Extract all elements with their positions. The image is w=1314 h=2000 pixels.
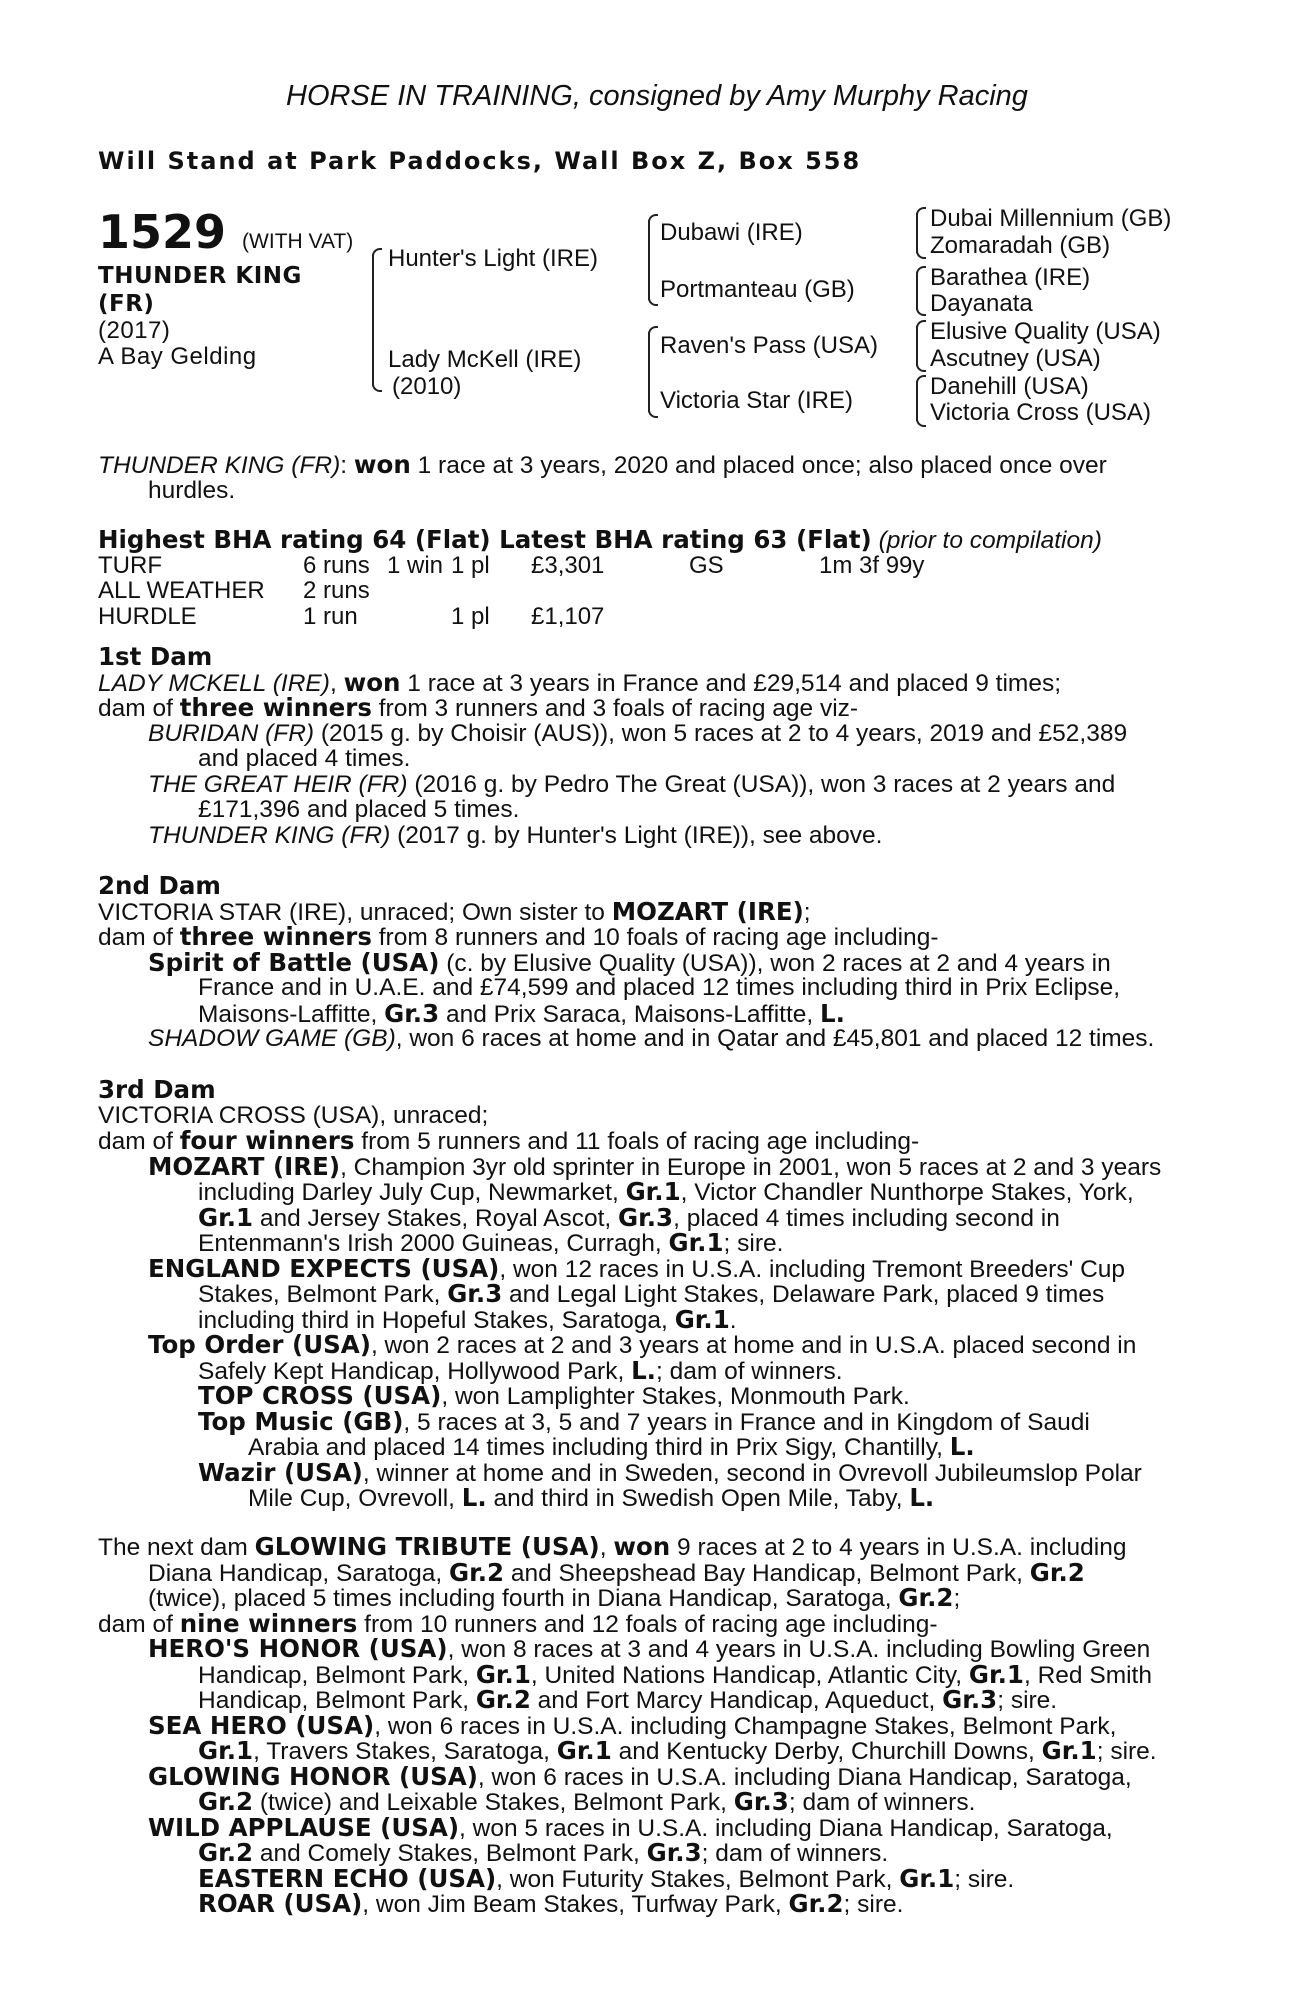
dam-text: from 3 runners and 3 foals of racing age viz-	[371, 695, 859, 722]
winners-count: four winners	[179, 1126, 355, 1155]
pedigree-sdd: Dayanata	[930, 290, 1033, 317]
lot-number: 1529	[98, 205, 227, 259]
progeny-text: Entenmann's Irish 2000 Guineas, Curragh,	[198, 1230, 669, 1257]
progeny-name: MOZART (IRE)	[148, 1151, 341, 1181]
second-dam-section	[98, 873, 1204, 1052]
summary-text: 1 race at 3 years, 2020 and placed once; also placed once over	[410, 452, 1107, 479]
dam-line	[98, 1557, 1204, 1587]
grand-progeny-line	[98, 1406, 1204, 1436]
progeny-text: , won Jim Beam Stakes, Turfway Park,	[362, 1891, 789, 1918]
grand-progeny-line	[98, 1383, 1204, 1409]
dam-name: GLOWING TRIBUTE (USA)	[254, 1532, 600, 1561]
progeny-name: WILD APPLAUSE (USA)	[148, 1812, 460, 1842]
dam-line	[98, 896, 1204, 926]
progeny-text: (2015 g. by Choisir (AUS)), won 5 races at 2 to 4 years, 2019 and £52,389	[314, 719, 1128, 747]
record-surface: HURDLE	[98, 602, 197, 630]
pedigree-brace	[916, 213, 918, 253]
grade: Gr.1	[968, 1659, 1024, 1689]
lot-number-line	[98, 205, 354, 265]
progeny-text: .	[729, 1306, 737, 1334]
horse-name-line1: THUNDER KING	[98, 263, 302, 289]
grade: Gr.1	[674, 1304, 730, 1334]
progeny-text: , Travers Stakes, Saratoga,	[253, 1738, 557, 1765]
first-dam-section	[98, 644, 1204, 848]
progeny-text: , placed 4 times including second in	[673, 1204, 1060, 1232]
stand-location: Will Stand at Park Paddocks, Wall Box Z, Box 558	[98, 147, 862, 175]
record-wins	[387, 604, 451, 630]
progeny-line	[98, 1355, 1204, 1385]
grand-progeny-line	[98, 1863, 1204, 1893]
progeny-line	[98, 823, 1204, 849]
dam-text: from 8 runners and 10 foals of racing age including-	[371, 924, 939, 951]
progeny-text: Mile Cup, Ovrevoll,	[248, 1485, 462, 1512]
horse-description: A Bay Gelding	[98, 343, 257, 370]
progeny-text: ; sire.	[843, 1891, 904, 1918]
dam-line	[98, 1585, 1204, 1611]
vat-note: (WITH VAT)	[242, 230, 354, 253]
progeny-line	[98, 947, 1204, 977]
progeny-line	[98, 998, 1204, 1028]
grade: L.	[949, 1432, 975, 1461]
progeny-text: (twice) and Leixable Stakes, Belmont Park,	[253, 1789, 734, 1816]
progeny-text: , United Nations Handicap, Atlantic City,	[530, 1661, 969, 1689]
grade: Gr.1	[475, 1659, 531, 1689]
grade: Gr.3	[942, 1685, 998, 1714]
winners-count: three winners	[179, 922, 372, 951]
ratings-line	[98, 527, 1204, 553]
won-label: won	[343, 667, 401, 697]
record-wins: 1 win	[387, 551, 444, 579]
progeny-line	[98, 1253, 1204, 1283]
sibling-name: MOZART (IRE)	[611, 896, 804, 926]
progeny-name: ROAR (USA)	[198, 1889, 363, 1918]
progeny-text: and Fort Marcy Handicap, Aqueduct,	[530, 1687, 943, 1714]
progeny-text: ; dam of winners.	[655, 1357, 843, 1385]
progeny-text: , won Lamplighter Stakes, Monmouth Park.	[441, 1383, 910, 1410]
record-placed: 1 pl	[451, 551, 490, 579]
progeny-text: , won 5 races in U.S.A. including Diana Handicap, Saratoga,	[459, 1814, 1113, 1842]
pedigree-sire-dam: Portmanteau (GB)	[660, 276, 855, 303]
progeny-line	[98, 1179, 1204, 1205]
grade: Gr.1	[899, 1863, 955, 1893]
grade: Gr.2	[198, 1787, 254, 1816]
record-going	[689, 578, 819, 604]
progeny-line: £171,396 and placed 5 times.	[198, 796, 520, 823]
pedigree-dam-year: (2010)	[392, 373, 462, 400]
progeny-text: ; sire.	[1096, 1738, 1157, 1765]
progeny-name: Top Order (USA)	[148, 1330, 371, 1359]
pedigree-ssd: Zomaradah (GB)	[930, 232, 1111, 259]
grade: L.	[820, 998, 845, 1028]
grade: Gr.1	[556, 1736, 612, 1765]
progeny-line	[98, 1151, 1204, 1181]
race-record-row	[98, 553, 959, 579]
race-record-row	[98, 578, 959, 604]
grade: Gr.3	[618, 1202, 674, 1232]
grand-progeny-line	[98, 1434, 1204, 1460]
race-summary	[98, 452, 1204, 503]
grade: Gr.2	[449, 1557, 505, 1587]
race-record-row	[98, 604, 959, 630]
pedigree-brace	[648, 220, 650, 300]
next-dam-section	[98, 1534, 1204, 1917]
record-prize	[531, 578, 689, 604]
progeny-name: GLOWING HONOR (USA)	[148, 1761, 478, 1791]
pedigree-brace	[916, 381, 918, 421]
progeny-text: and Prix Saraca, Maisons-Laffitte,	[439, 1000, 821, 1028]
record-placed: 1 pl	[451, 602, 490, 630]
grade: Gr.3	[447, 1279, 503, 1308]
progeny-text: ; dam of winners.	[701, 1840, 889, 1867]
pedigree-sire-sire: Dubawi (IRE)	[660, 219, 803, 246]
pedigree-dsd: Ascutney (USA)	[930, 345, 1101, 372]
progeny-name: ENGLAND EXPECTS (USA)	[148, 1253, 500, 1283]
dam-text: VICTORIA STAR (IRE), unraced; Own sister to	[98, 898, 612, 926]
pedigree-brace	[916, 272, 918, 310]
progeny-text: Handicap, Belmont Park,	[198, 1661, 476, 1689]
third-dam-section	[98, 1077, 1204, 1511]
dam-text: The next dam	[98, 1534, 255, 1561]
horse-name-line2: (FR)	[98, 291, 155, 317]
progeny-text: including Darley July Cup, Newmarket,	[198, 1179, 626, 1206]
progeny-text: , won 6 races in U.S.A. including Diana Handicap, Saratoga,	[477, 1763, 1132, 1791]
won-label: won	[613, 1532, 671, 1561]
progeny-name: EASTERN ECHO (USA)	[198, 1863, 497, 1893]
record-going	[689, 604, 819, 630]
grade: Gr.2	[1029, 1557, 1085, 1587]
dam-text: 9 races at 2 to 4 years in U.S.A. including	[670, 1534, 1127, 1561]
progeny-line	[98, 1026, 1204, 1052]
progeny-text: , won 6 races at home and in Qatar and £45,801 and placed 12 times.	[395, 1025, 1155, 1052]
dam-line	[98, 924, 1204, 950]
pedigree-dam-sire: Raven's Pass (USA)	[660, 332, 878, 359]
record-dist: 1m 3f 99y	[819, 551, 925, 579]
progeny-text: and third in Swedish Open Mile, Taby,	[486, 1485, 910, 1512]
progeny-line	[98, 1230, 1204, 1256]
progeny-line	[98, 1304, 1204, 1334]
progeny-text: Arabia and placed 14 times including third in Prix Sigy, Chantilly,	[248, 1434, 950, 1461]
ratings-note: (prior to compilation)	[878, 527, 1102, 554]
grade: L.	[631, 1355, 656, 1385]
grade: Gr.2	[475, 1685, 531, 1714]
pedigree-dam-dam: Victoria Star (IRE)	[660, 387, 853, 414]
grade: Gr.3	[646, 1838, 702, 1867]
record-runs: 1 run	[303, 602, 358, 630]
progeny-text: , won 12 races in U.S.A. including Tremont Breeders' Cup	[499, 1255, 1126, 1283]
progeny-name: HERO'S HONOR (USA)	[148, 1634, 448, 1663]
bha-ratings: Highest BHA rating 64 (Flat) Latest BHA rating 63 (Flat)	[98, 525, 872, 554]
record-going: GS	[689, 551, 724, 579]
dam-text: dam of	[98, 1128, 180, 1155]
record-surface: TURF	[98, 551, 162, 579]
progeny-text: , winner at home and in Sweden, second in Ovrevoll Jubileumslop Polar	[362, 1459, 1142, 1487]
progeny-text: (2017 g. by Hunter's Light (IRE)), see above.	[390, 821, 883, 849]
progeny-name: TOP CROSS (USA)	[198, 1381, 442, 1410]
progeny-line	[98, 1636, 1204, 1662]
pedigree-ddd: Victoria Cross (USA)	[930, 399, 1151, 426]
progeny-line: France and in U.A.E. and £74,599 and placed 12 times including third in Prix Eclipse,	[198, 974, 1121, 1001]
progeny-text: , won Futurity Stakes, Belmont Park,	[496, 1865, 900, 1893]
record-runs: 2 runs	[303, 577, 370, 604]
grade: L.	[909, 1483, 935, 1512]
progeny-text: , 5 races at 3, 5 and 7 years in France and in Kingdom of Saudi	[403, 1408, 1090, 1436]
progeny-text: Maisons-Laffitte,	[198, 1000, 385, 1028]
record-prize: £3,301	[531, 551, 605, 579]
pedigree-dds: Danehill (USA)	[930, 373, 1089, 400]
progeny-text: , won 8 races at 3 and 4 years in U.S.A. including Bowling Green	[447, 1636, 1151, 1663]
dam-text: ,	[599, 1534, 614, 1561]
progeny-text: and Comely Stakes, Belmont Park,	[253, 1840, 647, 1867]
dam-text: Diana Handicap, Saratoga,	[148, 1559, 449, 1587]
dam-text: dam of	[98, 924, 180, 951]
progeny-text: (2016 g. by Pedro The Great (USA)), won 3 races at 2 years and	[407, 770, 1116, 798]
ratings-block	[98, 527, 1204, 629]
progeny-text: Handicap, Belmont Park,	[198, 1687, 476, 1714]
progeny-line	[98, 1761, 1204, 1791]
progeny-text: , won 6 races in U.S.A. including Champagne Stakes, Belmont Park,	[374, 1712, 1117, 1740]
record-prize: £1,107	[531, 602, 605, 630]
progeny-text: including third in Hopeful Stakes, Saratoga,	[198, 1306, 675, 1334]
dam-line	[98, 1128, 1204, 1154]
dam-line: VICTORIA CROSS (USA), unraced;	[98, 1101, 489, 1129]
pedigree-brace	[916, 326, 918, 366]
progeny-name: SEA HERO (USA)	[148, 1710, 375, 1740]
consignor-header: HORSE IN TRAINING, consigned by Amy Murphy Racing	[286, 80, 1028, 112]
progeny-line	[98, 1840, 1204, 1866]
dam-line	[98, 1608, 1204, 1638]
progeny-name: Wazir (USA)	[198, 1457, 363, 1487]
progeny-line	[98, 1659, 1204, 1689]
record-wins	[387, 578, 451, 604]
grade: Gr.2	[788, 1889, 844, 1918]
grade: L.	[461, 1483, 487, 1512]
progeny-line	[98, 721, 1204, 747]
dam-text: 1 race at 3 years in France and £29,514 and placed 9 times;	[400, 669, 1062, 697]
progeny-line	[98, 1281, 1204, 1307]
progeny-line: and placed 4 times.	[198, 745, 411, 772]
dam-text: and Sheepshead Bay Handicap, Belmont Park,	[504, 1559, 1030, 1587]
record-surface: ALL WEATHER	[98, 577, 265, 604]
record-placed	[451, 578, 531, 604]
grand-progeny-line	[98, 1457, 1204, 1487]
horse-year: (2017)	[98, 317, 171, 344]
progeny-text: Safely Kept Handicap, Hollywood Park,	[198, 1357, 632, 1385]
pedigree-sds: Barathea (IRE)	[930, 264, 1091, 291]
dam-text: ;	[953, 1585, 961, 1612]
progeny-name: Spirit of Battle (USA)	[148, 947, 440, 977]
progeny-name: BURIDAN (FR)	[148, 719, 315, 747]
progeny-text: , Victor Chandler Nunthorpe Stakes, York,	[680, 1179, 1134, 1206]
dam-name: LADY MCKELL (IRE)	[98, 669, 330, 697]
grade: Gr.1	[668, 1228, 724, 1257]
pedigree-dam: Lady McKell (IRE)	[388, 346, 582, 373]
progeny-text: ; sire.	[954, 1865, 1015, 1893]
progeny-text: (c. by Elusive Quality (USA)), won 2 races at 2 and 4 years in	[439, 949, 1111, 977]
progeny-line	[98, 1789, 1204, 1815]
grade: Gr.1	[625, 1177, 681, 1206]
progeny-text: and Kentucky Derby, Churchill Downs,	[611, 1738, 1042, 1765]
section-heading: 1st Dam	[98, 642, 213, 671]
progeny-name: SHADOW GAME (GB)	[148, 1025, 396, 1052]
pedigree-sire: Hunter's Light (IRE)	[388, 245, 598, 272]
grade: Gr.1	[1041, 1736, 1097, 1765]
dam-text: dam of	[98, 695, 180, 722]
progeny-line	[98, 1332, 1204, 1358]
dam-line	[98, 1534, 1204, 1560]
dam-text: (twice), placed 5 times including fourth in Diana Handicap, Saratoga,	[148, 1585, 899, 1612]
pedigree-sss: Dubai Millennium (GB)	[930, 205, 1172, 232]
summary-horse-name: THUNDER KING (FR)	[98, 452, 341, 479]
summary-won: won	[353, 450, 411, 479]
progeny-text: , Champion 3yr old sprinter in Europe in 2001, won 5 races at 2 and 3 years	[340, 1153, 1162, 1181]
dam-text: ;	[803, 898, 811, 926]
progeny-text: ; dam of winners.	[788, 1789, 976, 1816]
dam-line	[98, 695, 1204, 721]
progeny-name: Top Music (GB)	[198, 1406, 404, 1436]
summary-line: hurdles.	[148, 476, 236, 504]
dam-text: from 5 runners and 11 foals of racing age including-	[354, 1128, 920, 1155]
winners-count: nine winners	[179, 1608, 358, 1638]
grade: Gr.1	[198, 1736, 254, 1765]
grand-progeny-line	[98, 1485, 1204, 1511]
dam-line: LADY MCKELL (IRE), won 1 race at 3 years in France and £29,514 and placed 9 times;	[98, 667, 1062, 697]
section-heading: 2nd Dam	[98, 871, 221, 900]
progeny-text: ; sire.	[997, 1687, 1058, 1714]
progeny-name: THUNDER KING (FR)	[148, 821, 391, 849]
progeny-text: , won 2 races at 2 and 3 years at home and in U.S.A. placed second in	[370, 1332, 1137, 1359]
grade: Gr.3	[733, 1787, 789, 1816]
dam-text: dam of	[98, 1610, 180, 1638]
progeny-line	[98, 1687, 1204, 1713]
progeny-line	[98, 1202, 1204, 1232]
progeny-name: THE GREAT HEIR (FR)	[148, 770, 408, 798]
record-dist	[819, 604, 959, 630]
horse-name-block	[98, 262, 302, 370]
pedigree-brace	[372, 254, 374, 386]
pedigree-brace	[648, 332, 650, 412]
summary-line: THUNDER KING (FR): won 1 race at 3 years, 2020 and placed once; also placed once over	[98, 450, 1107, 479]
progeny-text: Stakes, Belmont Park,	[198, 1281, 448, 1308]
progeny-line	[98, 1738, 1204, 1764]
progeny-text: , Red Smith	[1023, 1661, 1152, 1689]
grade: Gr.1	[198, 1202, 254, 1232]
record-dist	[819, 578, 959, 604]
section-heading: 3rd Dam	[98, 1075, 216, 1104]
progeny-line	[98, 1710, 1204, 1740]
grade: Gr.2	[198, 1838, 254, 1867]
winners-count: three winners	[179, 693, 372, 722]
grand-progeny-line	[98, 1891, 1204, 1917]
grade: Gr.3	[384, 998, 440, 1028]
progeny-text: ; sire.	[723, 1230, 784, 1257]
grade: Gr.2	[898, 1583, 954, 1612]
progeny-line	[98, 1812, 1204, 1842]
pedigree-dss: Elusive Quality (USA)	[930, 318, 1161, 345]
progeny-line	[98, 772, 1204, 798]
dam-text: from 10 runners and 12 foals of racing age including-	[357, 1610, 938, 1638]
progeny-text: and Legal Light Stakes, Delaware Park, placed 9 times	[502, 1281, 1105, 1308]
record-runs: 6 runs	[303, 551, 370, 579]
progeny-text: and Jersey Stakes, Royal Ascot,	[253, 1204, 619, 1232]
race-record-table	[98, 553, 959, 630]
